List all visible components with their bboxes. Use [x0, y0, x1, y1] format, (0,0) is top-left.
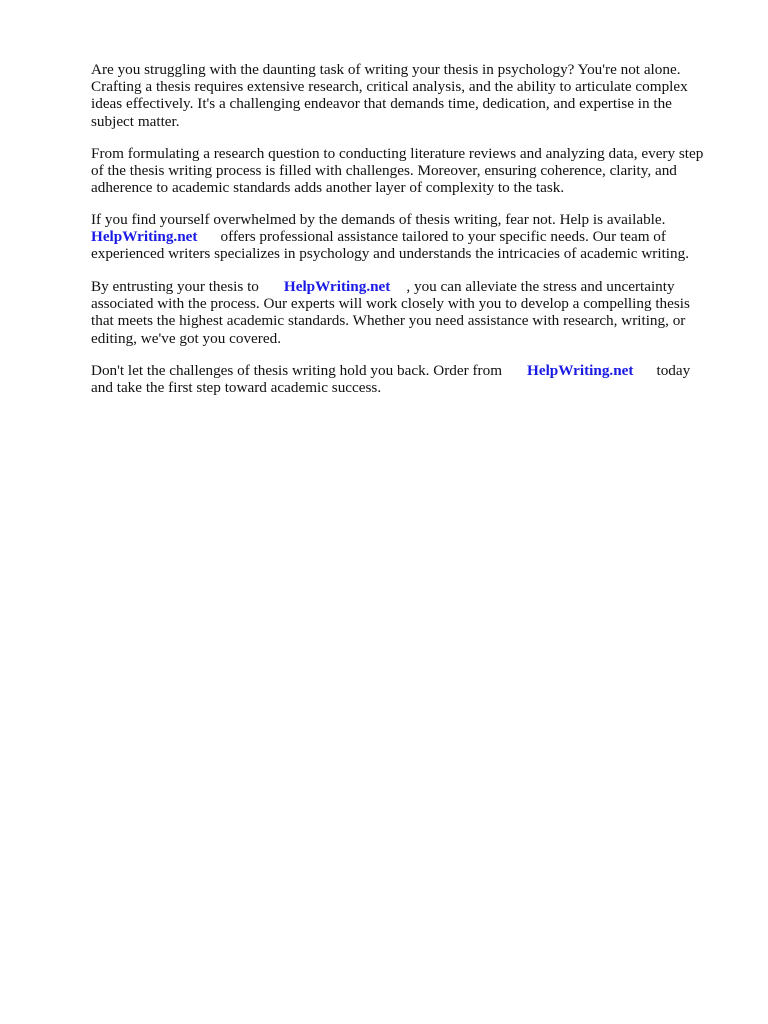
text-line: ideas effectively. It's a challenging endeavor that demands time, dedication, and expertise in the	[91, 95, 672, 113]
text-line: and take the first step toward academic success.	[91, 379, 382, 397]
helpwriting-link[interactable]: HelpWriting.net	[91, 228, 198, 246]
text-line: editing, we've got you covered.	[91, 329, 281, 347]
text-line: Are you struggling with the daunting task of writing your thesis in psychology? You're not alone.	[91, 61, 681, 78]
text-line	[91, 278, 690, 295]
text-segment: By entrusting your thesis to	[91, 278, 259, 295]
text-line: adherence to academic standards adds another layer of complexity to the task.	[91, 179, 565, 197]
helpwriting-link[interactable]: HelpWriting.net	[283, 278, 391, 295]
text-line: If you find yourself overwhelmed by the demands of thesis writing, fear not. Help is available.	[91, 211, 666, 228]
text-segment: today	[656, 362, 691, 379]
text-line: that meets the highest academic standards. Whether you need assistance with research, writing, or	[91, 312, 686, 330]
text-line: From formulating a research question to conducting literature reviews and analyzing data, every step	[91, 145, 704, 162]
text-line: experienced writers specializes in psychology and understands the intricacies of academic writing.	[91, 245, 690, 263]
text-segment: Don't let the challenges of thesis writing hold you back. Order from	[91, 362, 503, 379]
text-segment: offers professional assistance tailored to your specific needs. Our team of	[220, 228, 666, 246]
paragraph-entrust	[91, 278, 690, 347]
paragraph-challenges	[91, 145, 703, 197]
text-line: of the thesis writing process is filled with challenges. Moreover, ensuring coherence, clarity, and	[91, 162, 677, 180]
helpwriting-link[interactable]: HelpWriting.net	[527, 362, 634, 379]
paragraph-intro	[91, 61, 688, 130]
text-line: associated with the process. Our experts will work closely with you to develop a compelling thesis	[91, 295, 690, 313]
text-segment: , you can alleviate the stress and uncertainty	[406, 278, 675, 295]
text-line	[91, 362, 690, 379]
text-line: subject matter.	[91, 112, 180, 130]
paragraph-help	[91, 211, 689, 263]
text-line	[91, 228, 689, 245]
text-line: Crafting a thesis requires extensive research, critical analysis, and the ability to articulate complex	[91, 78, 688, 96]
paragraph-order	[91, 362, 690, 396]
